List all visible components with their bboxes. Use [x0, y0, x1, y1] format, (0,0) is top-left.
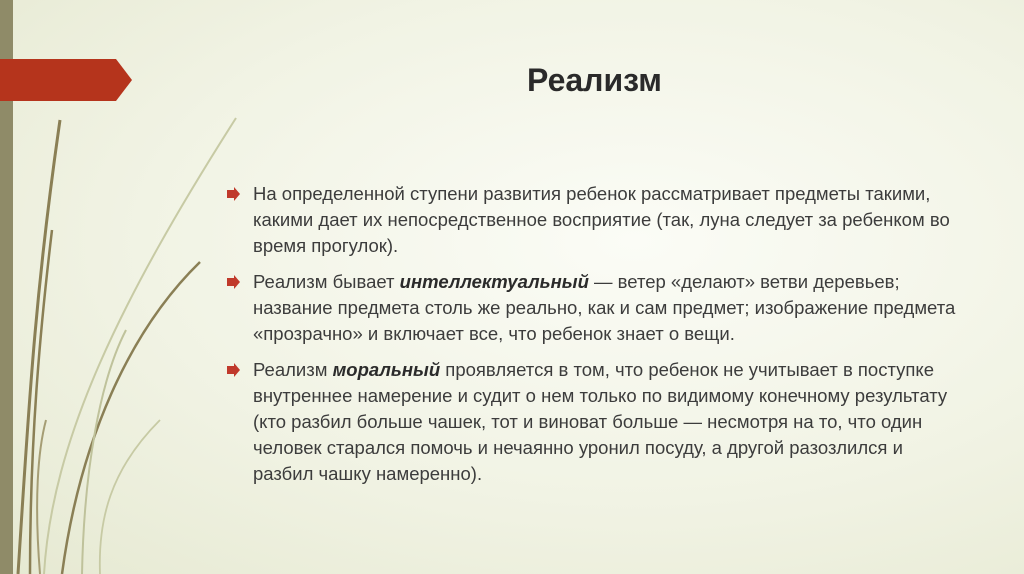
bullet-item-2: [227, 269, 967, 347]
bullet-text-rest: — ветер «делают» ветви деревьев; название предмета столь же реально, как и сам предмет; изображение предмета «прозрачно» и включает все, что ребенок знает о вещи.: [253, 271, 956, 344]
bullet-item-3: [227, 357, 967, 487]
bullet-emphasis: интеллектуальный: [399, 271, 589, 292]
arrow-bullet-icon: [227, 363, 240, 377]
bullet-emphasis: моральный: [332, 359, 441, 380]
bullet-text: Реализм: [253, 359, 333, 380]
arrow-bullet-icon: [227, 275, 240, 289]
bullet-item-1: [227, 181, 967, 259]
slide-title: Реализм: [527, 62, 662, 98]
bullet-text: На определенной ступени развития ребенок рассматривает предметы такими, какими дает их непосредственное восприятие (так, луна следует за ребенком во время прогулок).: [253, 183, 950, 256]
bullet-text: Реализм бывает: [253, 271, 400, 292]
bullet-list: [227, 181, 967, 497]
bullet-text-rest: проявляется в том, что ребенок не учитывает в поступке внутреннее намерение и судит о нем только по видимому конечному результату (кто разбил больше чашек, тот и виноват больше — несмотря на то, что один человек старался помочь и нечаянно уронил посуду, а другой разозлился и разбил чашку намеренно).: [253, 359, 948, 484]
arrow-bullet-icon: [227, 187, 240, 201]
